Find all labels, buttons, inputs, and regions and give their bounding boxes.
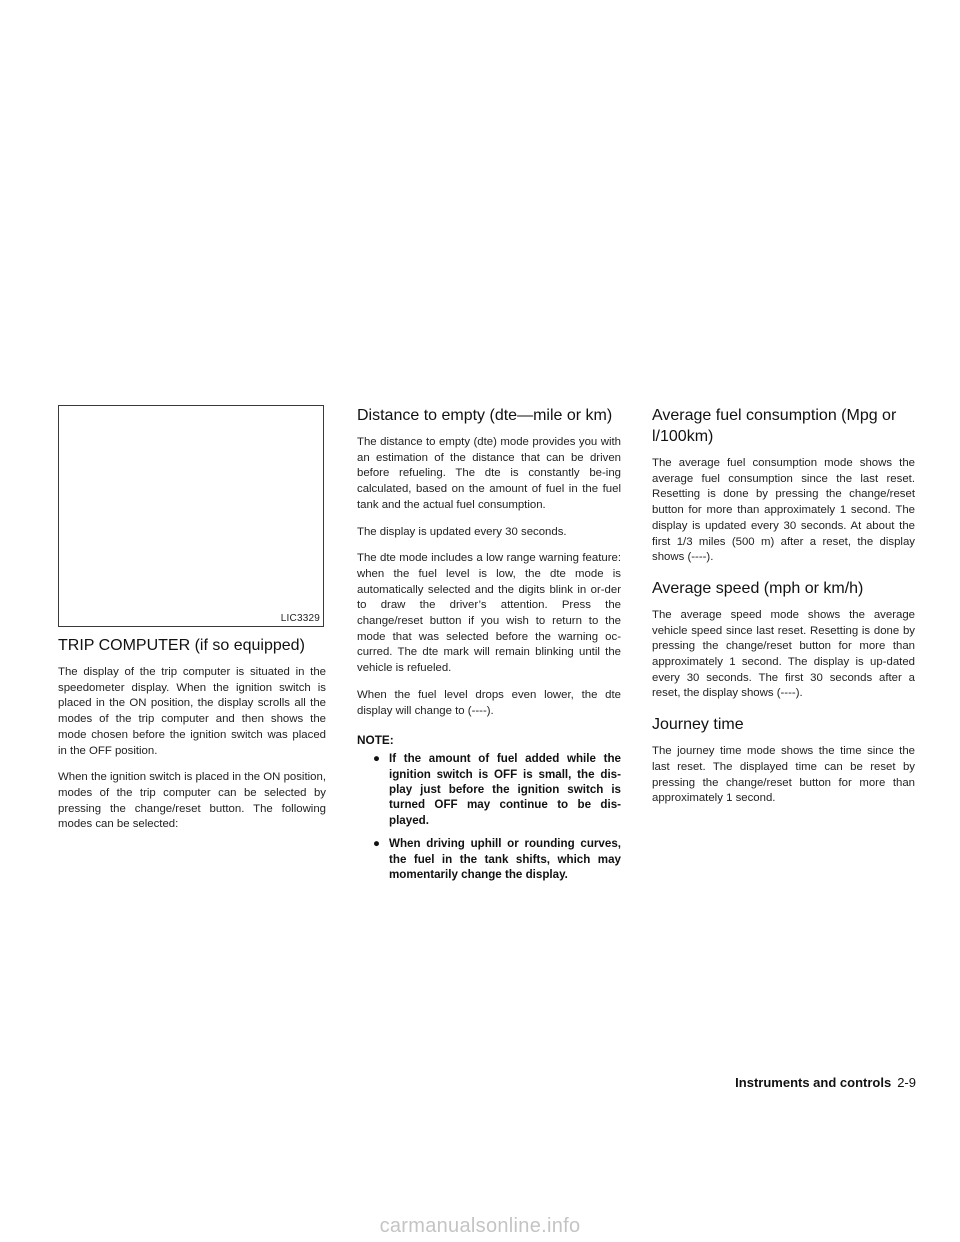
column-2 xyxy=(357,405,621,891)
paragraph: When the ignition switch is placed in the ON position, modes of the trip computer can be selected by pressing the change/reset button. The following modes can be selected: xyxy=(58,771,326,831)
note-label: NOTE: xyxy=(357,733,394,748)
paragraph: The display of the trip computer is situated in the speedometer display. When the ignition switch is placed in the ON position, the display scrolls all the modes of the trip computer and then shows the mode chosen before the ignition switch was placed in the OFF position. xyxy=(58,666,326,757)
bullet-icon: ● xyxy=(373,837,381,851)
note-list xyxy=(357,751,621,882)
page-number: 2-9 xyxy=(897,1075,916,1090)
paragraph: The average fuel consumption mode shows the average fuel consumption since the last reset. Resetting is done by pressing the change/reset button for more than approximately 1 second. The display is updated every 30 seconds. At about the first 1/3 miles (500 m) after a reset, the display shows (----). xyxy=(652,457,915,564)
paragraph: The average speed mode shows the average vehicle speed since last reset. Resetting is done by pressing the change/reset button for more than approximately 1 second. The display is up-dated every 30 seconds. The first 30 seconds after a reset, the display shows (----). xyxy=(652,608,915,700)
paragraph: The dte mode includes a low range warning feature: when the fuel level is low, the dte mode is automatically selected and the digits blink in or-der to draw the driver’s attention. Press the change/reset button if you wish to return to the mode that was selected before the warning oc-curred. The dte mark will remain blinking until the vehicle is refueled. xyxy=(357,552,621,675)
note-text: When driving uphill or rounding curves, the fuel in the tank shifts, which may momentarily change the display. xyxy=(389,837,621,882)
note-item xyxy=(373,836,621,882)
section-heading-journey-time: Journey time xyxy=(652,716,744,734)
footer-section-title: Instruments and controls xyxy=(735,1075,892,1090)
bullet-icon: ● xyxy=(373,752,381,766)
paragraph: The distance to empty (dte) mode provides you with an estimation of the distance that can be driven before refueling. The dte is constantly be-ing calculated, based on the amount of fuel in the fuel tank and the actual fuel consumption. xyxy=(357,436,621,511)
figure-label: LIC3329 xyxy=(280,613,320,624)
paragraph: When the fuel level drops even lower, the dte display will change to (----). xyxy=(357,688,621,717)
note-text: If the amount of fuel added while the ignition switch is OFF is small, the dis-play just before the ignition switch is turned OFF may continue to be dis-played. xyxy=(389,752,621,827)
watermark: carmanualsonline.info xyxy=(379,1215,581,1237)
page-footer xyxy=(735,1075,916,1090)
column-1 xyxy=(58,405,326,844)
section-heading-trip-computer: TRIP COMPUTER (if so equipped) xyxy=(58,637,305,654)
section-heading-average-fuel-consumption: Average fuel consumption (Mpg or l/100km) xyxy=(652,407,897,445)
section-heading-average-speed: Average speed (mph or km/h) xyxy=(652,579,864,597)
illustration-figure xyxy=(58,405,324,627)
section-heading-distance-to-empty: Distance to empty (dte—mile or km) xyxy=(357,407,613,424)
paragraph: The journey time mode shows the time since the last reset. The displayed time can be reset by pressing the change/reset button for more than approximately 1 second. xyxy=(652,745,915,805)
column-3 xyxy=(652,405,915,818)
note-item xyxy=(373,751,621,828)
paragraph: The display is updated every 30 seconds. xyxy=(357,525,567,538)
